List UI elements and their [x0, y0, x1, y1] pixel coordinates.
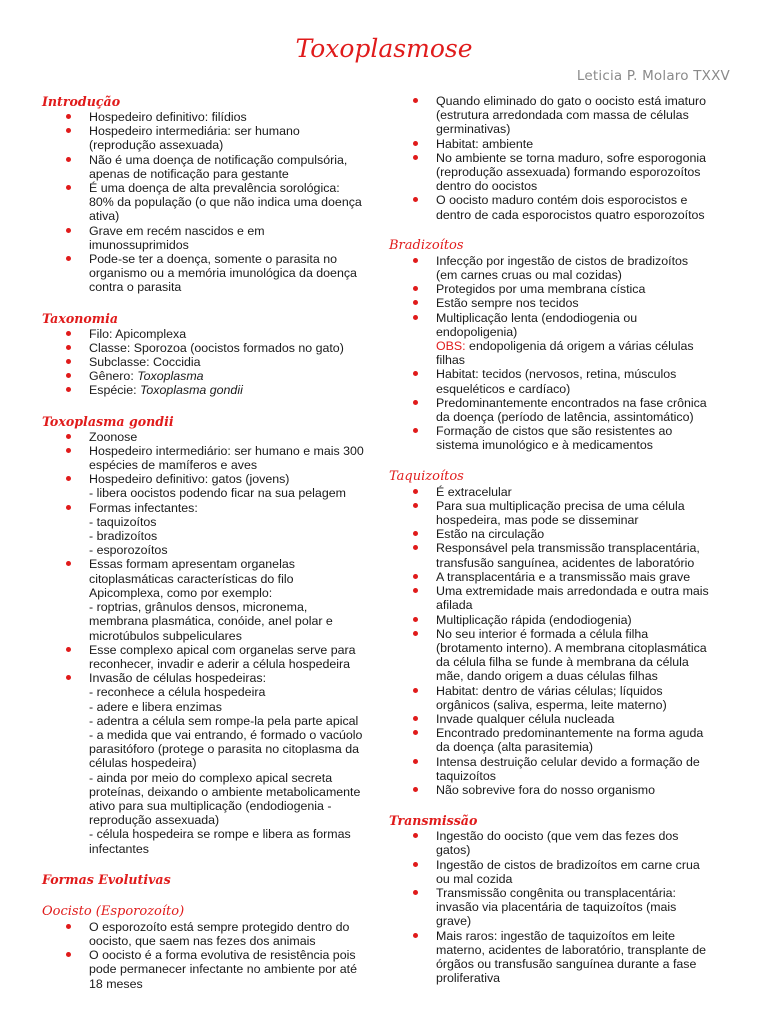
item-line: Mais raros: ingestão de taquizoítos em leite — [436, 928, 675, 943]
item-line: Multiplicação rápida (endodiogenia) — [436, 612, 632, 627]
list-item — [89, 369, 378, 383]
item-line: filhas — [436, 353, 465, 368]
item-line: Estão na circulação — [436, 527, 545, 542]
item-line: Intensa destruição celular devido a formação de — [436, 754, 700, 769]
item-line: - esporozoítos — [89, 543, 168, 558]
item-line: ou mal cozida — [436, 871, 513, 886]
item-line: oocisto, que saem nas fezes dos animais — [89, 933, 316, 948]
item-text: Filo: Apicomplexa — [89, 326, 187, 341]
item-text: Subclasse: Coccidia — [89, 355, 201, 370]
list-item — [89, 444, 378, 472]
item-line: Grave em recém nascidos e em — [89, 223, 265, 238]
list-oocisto — [42, 920, 378, 991]
item-line: Quando eliminado do gato o oocisto está imaturo — [436, 94, 707, 108]
item-line: Apicomplexa, como por exemplo: — [89, 585, 273, 600]
list-item — [89, 557, 378, 642]
item-line: Ingestão do oocisto (que vem das fezes dos — [436, 829, 679, 844]
item-line: Esse complexo apical com organelas serve para — [89, 642, 356, 657]
item-line: contra o parasita — [89, 280, 182, 295]
list-item — [436, 527, 729, 541]
list-item — [89, 327, 378, 341]
item-line: transfusão sanguínea, acidentes de laboratório — [436, 555, 695, 570]
item-line: membrana plasmática, conóide, anel polar e — [89, 614, 333, 629]
section-title-taxonomia: Taxonomia — [42, 310, 119, 326]
list-item — [89, 948, 378, 991]
list-item — [436, 94, 729, 137]
list-item — [436, 783, 729, 797]
item-line: - reconhece a célula hospedeira — [89, 685, 266, 700]
item-line: Essas formam apresentam organelas — [89, 557, 295, 572]
list-item — [89, 920, 378, 948]
list-item — [89, 355, 378, 369]
item-line: (brotamento interno). A membrana citoplasmática — [436, 640, 707, 655]
list-item — [89, 252, 378, 295]
list-item — [436, 254, 729, 282]
list-item — [436, 627, 729, 684]
subsection-title-bradizoitos: Bradizoítos — [389, 237, 464, 253]
author-name: Leticia P. Molaro TXXV — [576, 68, 730, 84]
item-line: Pode-se ter a doença, somente o parasita no — [89, 252, 337, 267]
item-line: orgânicos (saliva, esperma, leite materno) — [436, 697, 667, 712]
obs-label: OBS: — [436, 339, 466, 354]
item-line: germinativas) — [436, 122, 511, 137]
item-line: Formação de cistos que são resistentes ao — [436, 424, 673, 439]
item-line: hospedeira, mas pode se disseminar — [436, 513, 639, 528]
item-line: pode permanecer infectante no ambiente por até — [89, 962, 357, 977]
list-item — [89, 472, 378, 500]
item-line: da célula filha se funde à membrana da célula — [436, 655, 689, 670]
section-title-transmissao: Transmissão — [389, 813, 478, 829]
item-line: É uma doença de alta prevalência sorológica: — [89, 181, 340, 196]
item-line: citoplasmáticas características do filo — [89, 571, 294, 586]
item-line: Hospedeiro definitivo: gatos (jovens) — [89, 472, 290, 487]
list-item-multiplicacao — [436, 311, 729, 368]
item-line: Habitat: ambiente — [436, 136, 534, 151]
item-line: endopoligenia) — [436, 324, 518, 339]
item-line: Hospedeiro intermediária: ser humano — [89, 124, 300, 139]
item-line: parasitóforo (protege o parasita no citoplasma da — [89, 742, 359, 757]
item-line: Protegidos por uma membrana cística — [436, 282, 646, 297]
item-line: imunossuprimidos — [89, 237, 189, 252]
item-line: da doença (período de latência, assintomático) — [436, 410, 694, 425]
page-title: Toxoplasmose — [295, 34, 473, 63]
item-line: esqueléticos e cardíaco) — [436, 381, 571, 396]
item-line: sistema imunológico e à medicamentos — [436, 438, 653, 453]
item-line: microtúbulos subpeliculares — [89, 628, 242, 643]
item-line: - adentra a célula sem rompe-la pela parte apical — [89, 713, 359, 728]
list-item — [436, 726, 729, 754]
item-line: Uma extremidade mais arredondada e outra mais — [436, 584, 709, 599]
item-line: organismo ou a memória imunológica da doença — [89, 266, 357, 281]
list-item — [436, 367, 729, 395]
item-line: - bradizoítos — [89, 529, 158, 544]
list-item — [436, 684, 729, 712]
right-column — [389, 94, 729, 985]
list-item — [89, 181, 378, 224]
item-line: ativa) — [89, 209, 120, 224]
list-item — [89, 341, 378, 355]
item-line: 80% da população (o que não indica uma doença — [89, 195, 362, 210]
list-item — [89, 430, 378, 444]
item-line: espécies de mamíferos e aves — [89, 458, 258, 473]
item-line: (reprodução assexuada) formando esporozoítos — [436, 165, 701, 180]
item-line: - taquizoítos — [89, 514, 157, 529]
item-line: Estão sempre nos tecidos — [436, 296, 579, 311]
list-item — [436, 886, 729, 929]
list-item — [436, 929, 729, 986]
item-line: 18 meses — [89, 976, 143, 991]
item-line: células hospedeira) — [89, 756, 197, 771]
item-line: Não é uma doença de notificação compulsória, — [89, 152, 348, 167]
list-taquizoitos — [389, 485, 729, 797]
item-line: - célula hospedeira se rompe e libera as formas — [89, 827, 351, 842]
item-line: Responsável pela transmissão transplacentária, — [436, 541, 700, 556]
item-line: Habitat: tecidos (nervosos, retina, músculos — [436, 367, 677, 382]
list-item — [89, 153, 378, 181]
item-line: A transplacentária e a transmissão mais grave — [436, 569, 691, 584]
item-line: Formas infectantes: — [89, 500, 198, 515]
item-line: reprodução assexuada) — [89, 813, 220, 828]
item-line: reconhecer, invadir e aderir a célula hospedeira — [89, 656, 351, 671]
item-line: Hospedeiro intermediário: ser humano e mais 300 — [89, 443, 364, 458]
section-title-introducao: Introdução — [42, 94, 121, 109]
item-line: órgãos ou transfusão sanguínea durante a fase — [436, 956, 697, 971]
list-item — [436, 584, 729, 612]
item-line: Multiplicação lenta (endodiogenia ou — [436, 310, 638, 325]
item-line: Hospedeiro definitivo: filídios — [89, 110, 247, 124]
item-line: Habitat: dentro de várias células; líquidos — [436, 683, 663, 698]
item-line: invasão via placentária de taquizoítos (mais — [436, 900, 677, 915]
list-toxoplasma-gondii — [42, 430, 378, 856]
item-line: Invasão de células hospedeiras: — [89, 671, 267, 686]
item-line: (estrutura arredondada com massa de células — [436, 108, 689, 123]
list-item — [436, 396, 729, 424]
item-line: Invade qualquer célula nucleada — [436, 711, 615, 726]
list-oocisto-continued — [389, 94, 729, 222]
list-item — [436, 755, 729, 783]
item-line: Encontrado predominantemente na forma aguda — [436, 726, 704, 741]
list-item — [89, 224, 378, 252]
list-item — [436, 541, 729, 569]
item-line: proteínas, deixando o ambiente metabolicamente — [89, 784, 361, 799]
list-introducao — [42, 110, 378, 295]
obs-line — [436, 339, 729, 353]
list-item — [89, 124, 378, 152]
item-line: O esporozoíto está sempre protegido dentro do — [89, 919, 350, 934]
item-line: - roptrias, grânulos densos, micronema, — [89, 600, 308, 615]
item-line: Não sobrevive fora do nosso organismo — [436, 782, 656, 797]
subsection-title-taquizoitos: Taquizoítos — [389, 468, 464, 484]
list-item — [89, 501, 378, 558]
item-line: - ainda por meio do complexo apical secreta — [89, 770, 333, 785]
item-line: dentro de cada esporocistos quatro esporozoítos — [436, 207, 705, 222]
item-label: Gênero: — [89, 369, 138, 384]
item-line: É extracelular — [436, 484, 512, 499]
list-item — [436, 829, 729, 857]
item-line: (em carnes cruas ou mal cozidas) — [436, 268, 622, 283]
item-italic-value: Toxoplasma gondii — [139, 383, 243, 398]
item-line: (reprodução assexuada) — [89, 138, 224, 153]
item-line: Transmissão congênita ou transplacentária: — [436, 885, 676, 900]
item-line: apenas de notificação para gestante — [89, 166, 289, 181]
list-item — [436, 712, 729, 726]
item-line: O oocisto é a forma evolutiva de resistência pois — [89, 948, 356, 963]
left-column — [42, 94, 378, 991]
list-item — [436, 613, 729, 627]
list-item — [436, 570, 729, 584]
item-line: materno, acidentes de laboratório, transplante de — [436, 942, 707, 957]
item-line: ativo para sua multiplicação (endodiogenia - — [89, 798, 332, 813]
item-line: proliferativa — [436, 971, 501, 986]
item-line: Ingestão de cistos de bradizoítos em carne crua — [436, 857, 700, 872]
item-line: Predominantemente encontrados na fase crônica — [436, 395, 707, 410]
item-line: infectantes — [89, 841, 149, 856]
list-item — [89, 383, 378, 397]
item-text: Classe: Sporozoa (oocistos formados no gato) — [89, 340, 344, 355]
item-line: grave) — [436, 914, 472, 929]
list-item — [89, 671, 378, 856]
item-line: Para sua multiplicação precisa de uma célula — [436, 498, 685, 513]
item-line: mãe, dando origem a duas células filhas — [436, 669, 658, 684]
item-line: - a medida que vai entrando, é formado o vacúolo — [89, 727, 363, 742]
item-line: taquizoítos — [436, 768, 496, 783]
list-item — [436, 858, 729, 886]
list-item — [436, 424, 729, 452]
item-line: - libera oocistos podendo ficar na sua pelagem — [89, 486, 346, 501]
item-line: da doença (alta parasitemia) — [436, 740, 594, 755]
list-bradizoitos — [389, 254, 729, 453]
item-line: No ambiente se torna maduro, sofre esporogonia — [436, 150, 706, 165]
item-line: - adere e libera enzimas — [89, 699, 222, 714]
list-item — [436, 499, 729, 527]
list-item — [436, 151, 729, 194]
item-line: Zoonose — [89, 429, 138, 444]
item-label: Espécie: — [89, 383, 140, 398]
list-item — [436, 193, 729, 221]
section-title-formas-evolutivas: Formas Evolutivas — [42, 871, 171, 887]
list-item — [436, 137, 729, 151]
list-item — [436, 485, 729, 499]
list-item — [436, 282, 729, 296]
item-italic-value: Toxoplasma — [137, 369, 204, 384]
list-item — [89, 643, 378, 671]
item-line: gatos) — [436, 843, 471, 858]
item-line: afilada — [436, 598, 473, 613]
item-line: dentro do oocistos — [436, 179, 538, 194]
item-line: No seu interior é formada a célula filha — [436, 626, 649, 641]
item-line: O oocisto maduro contém dois esporocistos e — [436, 193, 688, 208]
list-item — [89, 110, 378, 124]
section-title-toxoplasma-gondii: Toxoplasma gondii — [42, 413, 174, 429]
list-item — [436, 296, 729, 310]
list-transmissao — [389, 829, 729, 985]
subsection-title-oocisto: Oocisto (Esporozoíto) — [42, 903, 185, 919]
item-line: Infecção por ingestão de cistos de bradizoítos — [436, 253, 689, 268]
obs-text: endopoligenia dá origem a várias células — [465, 339, 694, 354]
list-taxonomia — [42, 327, 378, 398]
